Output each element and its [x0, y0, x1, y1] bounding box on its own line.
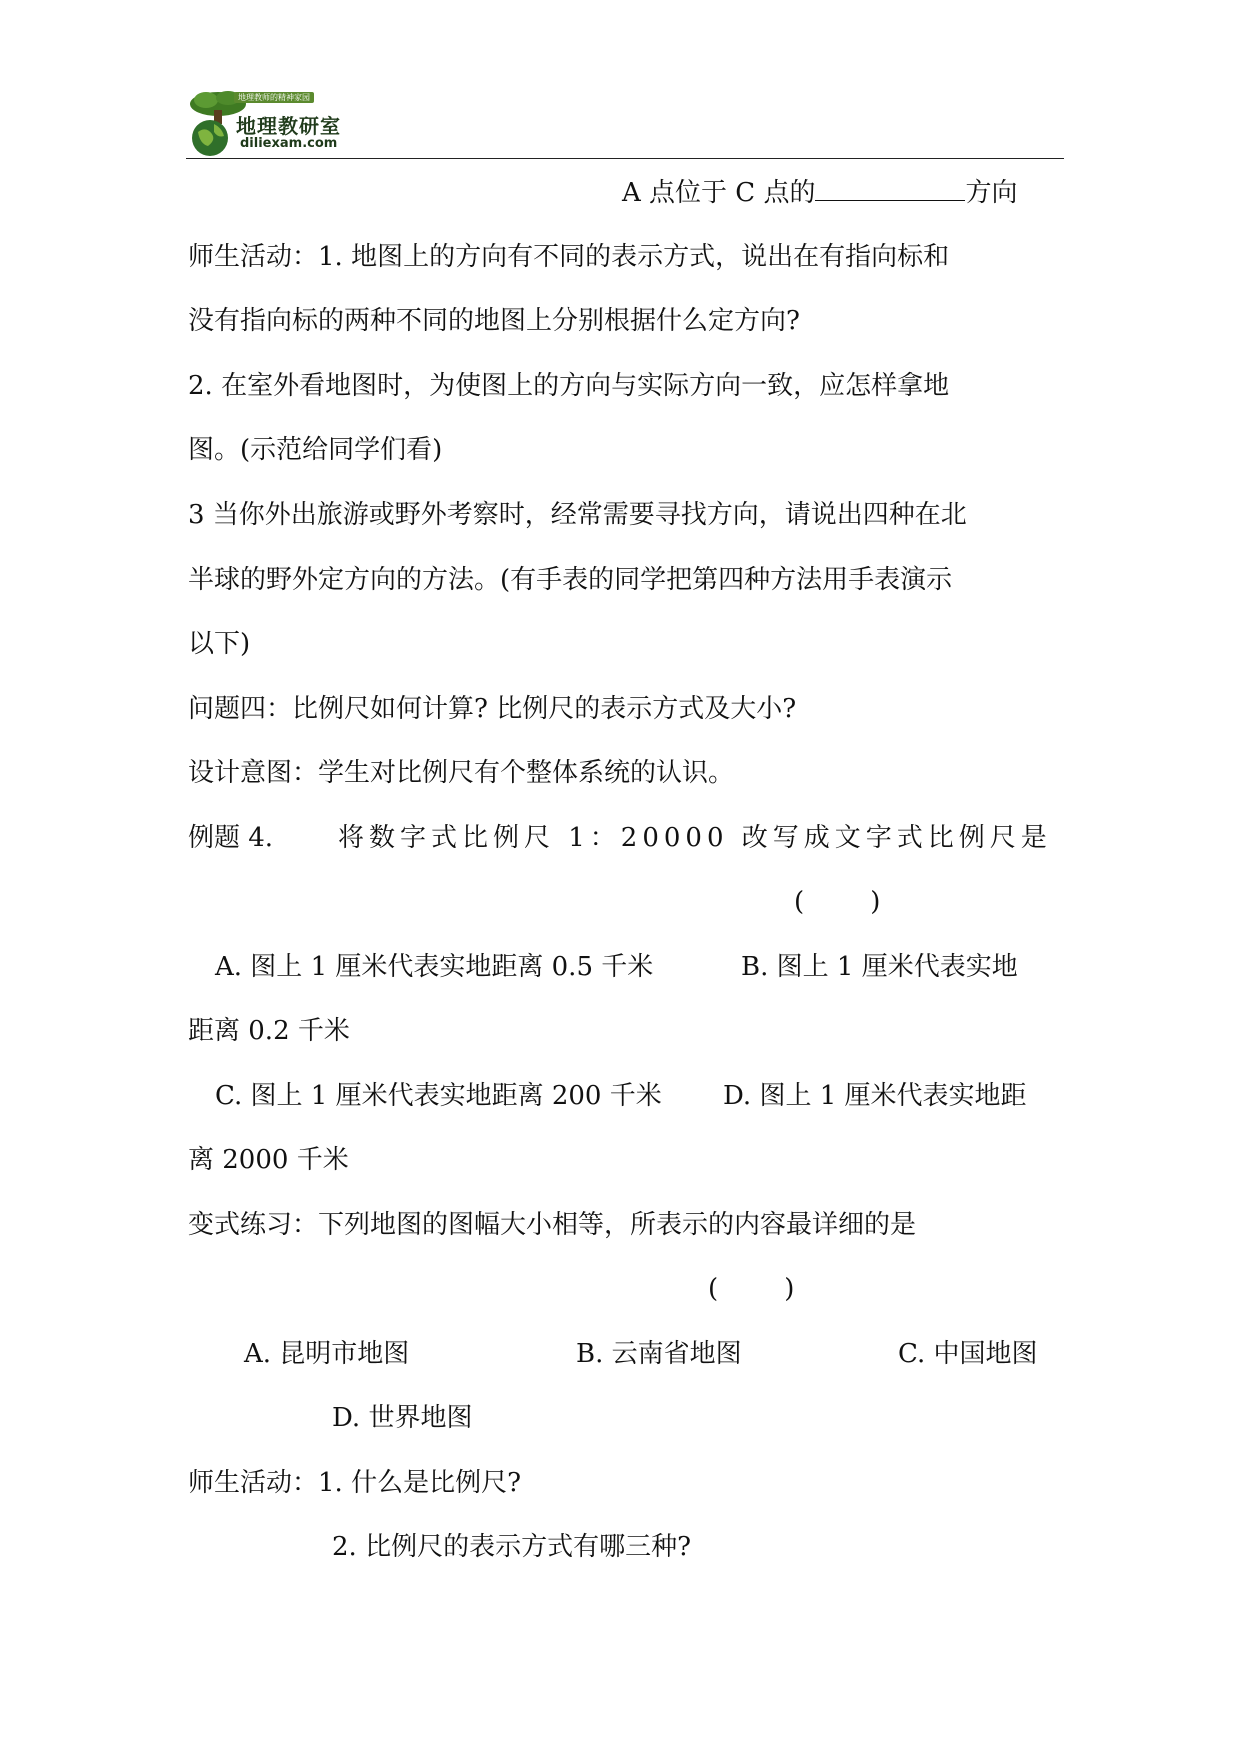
option-c: C. 图上 1 厘米代表实地距离 200 千米: [215, 1081, 662, 1111]
variant-option-a: A. 昆明市地图: [244, 1339, 410, 1369]
direction-question-suffix: 方向: [965, 178, 1018, 208]
question-four: 问题四：比例尺如何计算? 比例尺的表示方式及大小?: [188, 694, 797, 724]
activity-line-6: 半球的野外定方向的方法。(有手表的同学把第四种方法用手表演示: [188, 565, 953, 595]
design-intent: 设计意图：学生对比例尺有个整体系统的认识。: [188, 758, 735, 788]
activity-question-2: 2. 比例尺的表示方式有哪三种?: [332, 1532, 692, 1562]
activity-line-3: 2. 在室外看地图时，为使图上的方向与实际方向一致，应怎样拿地: [188, 371, 950, 401]
answer-blank: [815, 176, 965, 201]
example-4-text: 将数字式比例尺 1：20000 改写成文字式比例尺是: [338, 823, 1052, 853]
activity-line-7: 以下): [188, 629, 251, 659]
option-b: B. 图上 1 厘米代表实地: [741, 952, 1018, 982]
activity-line-5: 3 当你外出旅游或野外考察时，经常需要寻找方向，请说出四种在北: [188, 500, 967, 530]
header-divider: [186, 158, 1064, 159]
variant-option-c: C. 中国地图: [898, 1339, 1038, 1369]
example-4-label: 例题 4.: [188, 823, 274, 853]
variant-option-b: B. 云南省地图: [576, 1339, 742, 1369]
direction-question-prefix: A 点位于 C 点的: [622, 178, 816, 208]
answer-parentheses: ( ): [794, 887, 881, 917]
activity-question-1: 师生活动：1. 什么是比例尺?: [188, 1468, 522, 1498]
option-b-cont: 距离 0.2 千米: [188, 1016, 350, 1046]
answer-parentheses-2: ( ): [708, 1274, 795, 1304]
direction-question: [622, 176, 1017, 210]
variant-option-d: D. 世界地图: [332, 1403, 473, 1433]
logo-title: 地理教研室: [236, 114, 341, 138]
option-d: D. 图上 1 厘米代表实地距: [723, 1081, 1027, 1111]
logo-url: diliexam.com: [240, 136, 338, 151]
activity-line-1: 师生活动：1. 地图上的方向有不同的表示方式，说出在有指向标和: [188, 242, 950, 272]
activity-line-2: 没有指向标的两种不同的地图上分别根据什么定方向?: [188, 306, 800, 336]
variant-exercise: 变式练习：下列地图的图幅大小相等，所表示的内容最详细的是: [188, 1210, 917, 1240]
option-a: A. 图上 1 厘米代表实地距离 0.5 千米: [215, 952, 654, 982]
site-logo: [188, 88, 358, 160]
activity-line-4: 图。(示范给同学们看): [188, 435, 443, 465]
logo-tagline: 地理教师的精神家园: [234, 92, 314, 103]
option-d-cont: 离 2000 千米: [188, 1145, 349, 1175]
